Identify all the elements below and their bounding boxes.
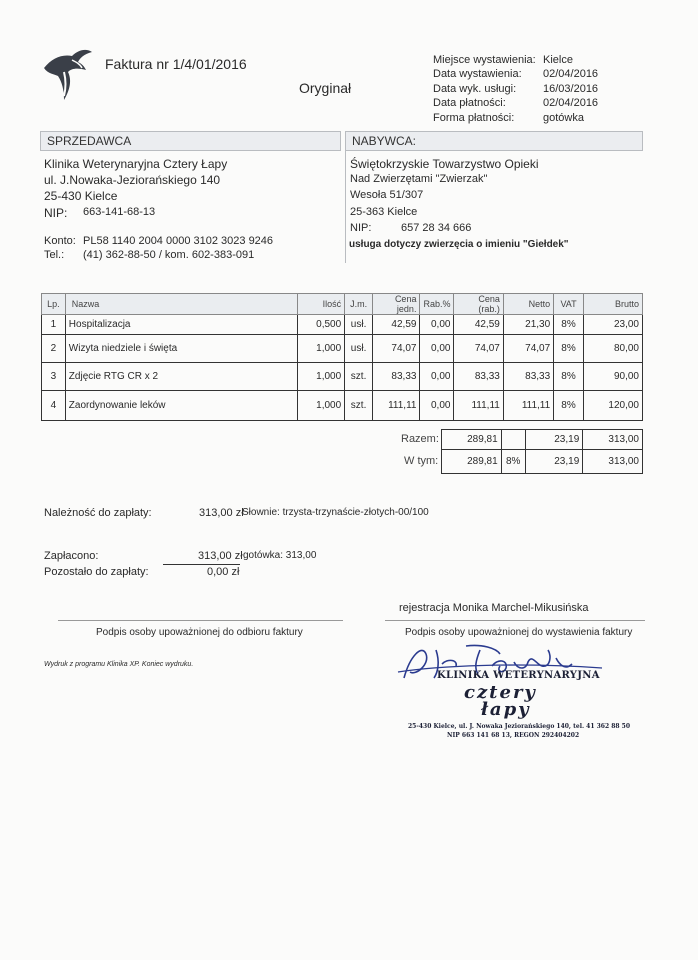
- seller-account-label: Konto:: [44, 235, 76, 247]
- total-netto: 289,81: [442, 430, 502, 450]
- cell-lp: 1: [42, 315, 66, 335]
- party-divider: [345, 151, 346, 263]
- total-label: Razem:: [401, 433, 439, 445]
- cell-lp: 4: [42, 391, 66, 421]
- cell-brutto: 120,00: [583, 391, 642, 421]
- cell-discounted-price: 111,11: [454, 391, 503, 421]
- printout-note: Wydruk z programu Klinika XP. Koniec wydruku.: [44, 661, 194, 668]
- cell-qty: 1,000: [297, 363, 344, 391]
- of-which-rate: 8%: [501, 450, 525, 474]
- stamp-line1: KLINIKA WETERYNARYJNA: [437, 670, 600, 681]
- table-row: [42, 315, 643, 335]
- col-header-unit: J.m.: [345, 294, 373, 315]
- meta-label-place: Miejsce wystawienia:: [433, 54, 536, 66]
- meta-label-payment-date: Data płatności:: [433, 97, 506, 109]
- cell-lp: 2: [42, 335, 66, 363]
- buyer-street: Wesoła 51/307: [350, 189, 424, 201]
- meta-value-issue-date: 02/04/2016: [543, 68, 599, 80]
- cell-netto: 111,11: [503, 391, 553, 421]
- col-header-unit-price: Cena jedn.: [373, 294, 420, 315]
- of-which-netto: 289,81: [442, 450, 502, 474]
- seller-tel: (41) 362-88-50 / kom. 602-383-091: [83, 249, 255, 261]
- cell-name: Zdjęcie RTG CR x 2: [65, 363, 297, 391]
- amount-due-value: 313,00 zł: [199, 507, 244, 519]
- cell-vat: 8%: [554, 335, 584, 363]
- registered-by: rejestracja Monika Marchel-Mikusińska: [399, 602, 589, 614]
- total-rate-empty: [501, 430, 525, 450]
- meta-value-payment-date: 02/04/2016: [543, 97, 599, 109]
- receiver-signature-line: [58, 620, 343, 621]
- buyer-note: usługa dotyczy zwierzęcia o imieniu "Giełdek": [349, 239, 569, 250]
- buyer-heading: NABYWCA:: [345, 131, 643, 151]
- summary-of-which-row: [442, 450, 643, 474]
- cell-netto: 74,07: [503, 335, 553, 363]
- of-which-label: W tym:: [404, 455, 439, 467]
- cell-discount: 0,00: [420, 335, 454, 363]
- cell-name: Zaordynowanie leków: [65, 391, 297, 421]
- copy-label: Oryginał: [299, 80, 352, 96]
- summary-total-row: [442, 430, 643, 450]
- meta-value-payment-form: gotówka: [543, 112, 584, 124]
- invoice-title: Faktura nr 1/4/01/2016: [105, 56, 247, 72]
- table-row: [42, 391, 643, 421]
- paid-label: Zapłacono:: [44, 550, 99, 562]
- seller-name: Klinika Weterynaryjna Cztery Łapy: [44, 157, 228, 171]
- cell-unit: szt.: [345, 391, 373, 421]
- cell-brutto: 80,00: [583, 335, 642, 363]
- amount-in-words: Słownie: trzysta-trzynaście-złotych-00/100: [242, 507, 429, 518]
- of-which-vat: 23,19: [525, 450, 583, 474]
- cell-netto: 21,30: [503, 315, 553, 335]
- seller-tel-label: Tel.:: [44, 249, 65, 261]
- cell-vat: 8%: [554, 391, 584, 421]
- meta-value-service-date: 16/03/2016: [543, 83, 599, 95]
- seller-street: ul. J.Nowaka-Jeziorańskiego 140: [44, 173, 221, 187]
- col-header-discount: Rab.%: [420, 294, 454, 315]
- cell-discount: 0,00: [420, 391, 454, 421]
- table-row: [42, 363, 643, 391]
- meta-value-place: Kielce: [543, 54, 573, 66]
- receiver-caption: Podpis osoby upoważnionej do odbioru faktury: [96, 627, 303, 638]
- cell-unit-price: 83,33: [373, 363, 420, 391]
- of-which-brutto: 313,00: [583, 450, 643, 474]
- cell-netto: 83,33: [503, 363, 553, 391]
- col-header-vat: VAT: [554, 294, 584, 315]
- seller-heading: SPRZEDAWCA: [40, 131, 341, 151]
- buyer-name-line1: Świętokrzyskie Towarzystwo Opieki: [350, 157, 539, 171]
- meta-label-service-date: Data wyk. usługi:: [433, 83, 517, 95]
- buyer-nip: 657 28 34 666: [401, 222, 472, 234]
- col-header-discounted-price: Cena (rab.): [454, 294, 503, 315]
- cell-unit: szt.: [345, 363, 373, 391]
- summary-table: [441, 429, 643, 474]
- items-table: [41, 293, 643, 421]
- stamp-line4: 25-430 Kielce, ul. J. Nowaka Jeziorańskiego 140, tel. 41 362 88 50: [408, 723, 630, 730]
- stamp-line5: NIP 663 141 68 13, REGON 292404202: [447, 732, 580, 739]
- total-brutto: 313,00: [583, 430, 643, 450]
- cell-vat: 8%: [554, 363, 584, 391]
- buyer-city: 25-363 Kielce: [350, 206, 418, 218]
- paid-underline: [163, 564, 240, 565]
- cell-name: Wizyta niedziele i święta: [65, 335, 297, 363]
- buyer-nip-label: NIP:: [350, 222, 372, 234]
- table-row: [42, 335, 643, 363]
- cell-vat: 8%: [554, 315, 584, 335]
- stamp-line2: cztery: [464, 682, 537, 703]
- cell-discounted-price: 42,59: [454, 315, 503, 335]
- remaining-value: 0,00 zł: [207, 566, 240, 578]
- issuer-caption: Podpis osoby upoważnionej do wystawienia faktury: [405, 627, 633, 638]
- cell-unit-price: 111,11: [373, 391, 420, 421]
- col-header-qty: Ilość: [297, 294, 344, 315]
- cell-unit-price: 42,59: [373, 315, 420, 335]
- col-header-lp: Lp.: [42, 294, 66, 315]
- cell-lp: 3: [42, 363, 66, 391]
- paid-value: 313,00 zł: [198, 550, 243, 562]
- seller-account: PL58 1140 2004 0000 3102 3023 9246: [83, 235, 274, 247]
- cell-discount: 0,00: [420, 363, 454, 391]
- seller-city: 25-430 Kielce: [44, 189, 118, 203]
- cell-unit: usł.: [345, 335, 373, 363]
- cell-qty: 1,000: [297, 335, 344, 363]
- seller-nip: 663-141-68-13: [83, 206, 156, 218]
- col-header-brutto: Brutto: [583, 294, 642, 315]
- items-header-row: [42, 294, 643, 315]
- cell-brutto: 23,00: [583, 315, 642, 335]
- col-header-name: Nazwa: [65, 294, 297, 315]
- meta-label-issue-date: Data wystawienia:: [433, 68, 522, 80]
- issuer-signature-line: [385, 620, 645, 621]
- stamp-line3: łapy: [481, 699, 531, 720]
- total-vat: 23,19: [525, 430, 583, 450]
- cell-qty: 1,000: [297, 391, 344, 421]
- paid-method: gotówka: 313,00: [243, 550, 317, 561]
- cell-unit-price: 74,07: [373, 335, 420, 363]
- remaining-label: Pozostało do zapłaty:: [44, 566, 149, 578]
- amount-due-label: Należność do zapłaty:: [44, 507, 152, 519]
- cell-discount: 0,00: [420, 315, 454, 335]
- cell-discounted-price: 74,07: [454, 335, 503, 363]
- clinic-logo-icon: [42, 44, 94, 102]
- cell-name: Hospitalizacja: [65, 315, 297, 335]
- cell-unit: usł.: [345, 315, 373, 335]
- meta-label-payment-form: Forma płatności:: [433, 112, 515, 124]
- buyer-name-line2: Nad Zwierzętami "Zwierzak": [350, 173, 488, 185]
- col-header-netto: Netto: [503, 294, 553, 315]
- cell-brutto: 90,00: [583, 363, 642, 391]
- cell-discounted-price: 83,33: [454, 363, 503, 391]
- cell-qty: 0,500: [297, 315, 344, 335]
- seller-nip-label: NIP:: [44, 206, 68, 220]
